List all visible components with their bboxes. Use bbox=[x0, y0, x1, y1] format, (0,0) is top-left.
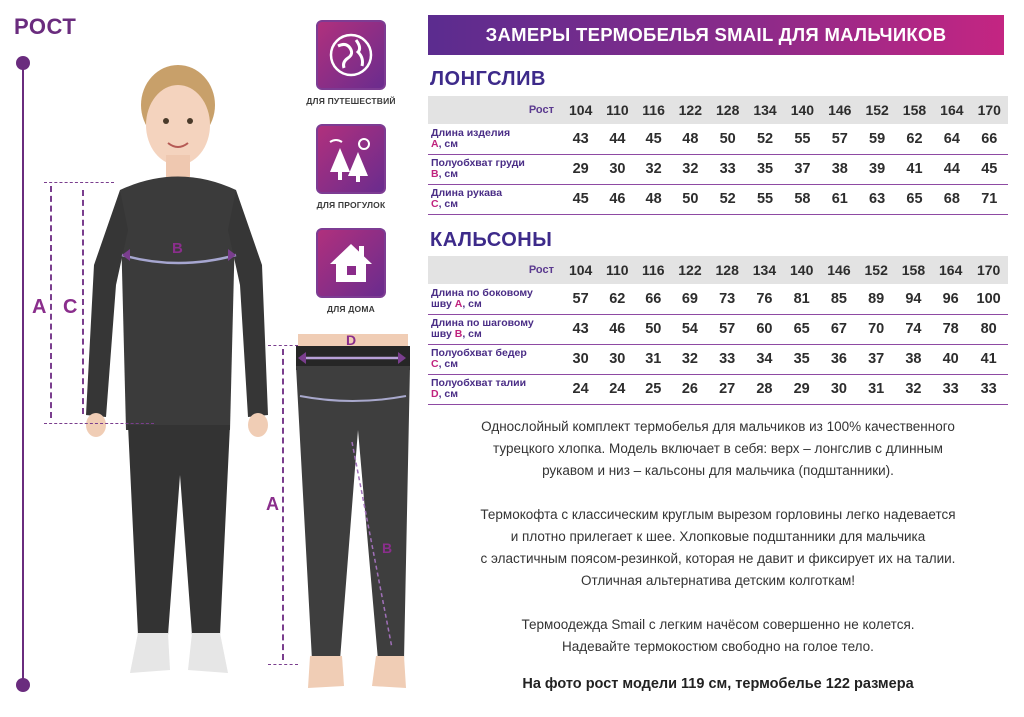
title-banner bbox=[428, 15, 1004, 55]
rost-label: РОСТ bbox=[14, 14, 77, 39]
description-line: Термокофта с классическим круглым вырезом горловины легко надевается bbox=[480, 507, 956, 522]
table-row bbox=[428, 374, 1008, 404]
size-header-cell: 140 bbox=[790, 102, 815, 118]
height-scale-top-dot bbox=[16, 56, 30, 70]
value-cell: 32 bbox=[671, 344, 708, 374]
value-cell: 40 bbox=[932, 344, 969, 374]
table-header-row bbox=[428, 96, 1008, 124]
size-header-cell: 134 bbox=[753, 102, 777, 118]
dim-pants-a-top-tick bbox=[268, 345, 298, 346]
value-cell: 45 bbox=[636, 124, 672, 154]
description-line: Термоодежда Smail с легким начёсом совершенно не колется. bbox=[521, 617, 915, 632]
size-header-cell: 170 bbox=[976, 262, 1001, 278]
value-cell: 57 bbox=[821, 124, 858, 154]
row-label-text: Полуобхват груди bbox=[431, 157, 525, 169]
value-cell: 94 bbox=[895, 284, 932, 314]
size-header-cell: 140 bbox=[790, 262, 814, 278]
size-header-cell: 164 bbox=[940, 102, 964, 118]
size-header-cell: 122 bbox=[678, 102, 702, 118]
row-label-unit: , см bbox=[462, 297, 482, 310]
value-cell: 44 bbox=[933, 154, 970, 184]
description-line: и плотно прилегает к шее. Хлопковые подштанники для мальчика bbox=[510, 529, 926, 544]
icon-card-travel bbox=[307, 20, 395, 106]
table-row bbox=[428, 344, 1008, 374]
row-label bbox=[428, 154, 562, 184]
dim-pants-b-label: B bbox=[382, 540, 393, 556]
kalsony-title: КАЛЬСОНЫ bbox=[430, 229, 553, 251]
row-label-text-2: шву bbox=[431, 328, 452, 340]
value-cell: 46 bbox=[599, 314, 635, 344]
value-cell: 100 bbox=[969, 284, 1008, 314]
size-header-cell: 116 bbox=[642, 262, 665, 278]
value-cell: 24 bbox=[599, 374, 635, 404]
value-cell: 30 bbox=[562, 344, 599, 374]
house-icon bbox=[316, 228, 386, 298]
value-cell: 41 bbox=[969, 344, 1008, 374]
value-cell: 33 bbox=[709, 344, 746, 374]
value-cell: 64 bbox=[933, 124, 970, 154]
dim-pants-a-label: A bbox=[266, 494, 279, 514]
value-cell: 52 bbox=[709, 184, 746, 214]
size-header-cell: 110 bbox=[605, 262, 629, 278]
value-cell: 76 bbox=[746, 284, 783, 314]
size-header-cell: 110 bbox=[606, 102, 629, 118]
row-label-unit: , см bbox=[462, 328, 482, 340]
value-cell: 69 bbox=[671, 284, 708, 314]
value-cell: 35 bbox=[746, 154, 783, 184]
height-scale-bottom-dot bbox=[16, 678, 30, 692]
longsleeve-title: ЛОНГСЛИВ bbox=[430, 68, 546, 90]
value-cell: 45 bbox=[562, 184, 599, 214]
row-label-text: Полуобхват талии bbox=[431, 377, 527, 389]
photo-note: На фото рост модели 119 см, термобелье 122 размера bbox=[522, 676, 914, 692]
size-header-cell: 104 bbox=[569, 102, 593, 118]
value-cell: 48 bbox=[672, 124, 709, 154]
kalsony-size-table bbox=[428, 256, 1008, 405]
value-cell: 59 bbox=[858, 124, 895, 154]
row-label-text: Длина изделия bbox=[431, 126, 511, 139]
value-cell: 54 bbox=[671, 314, 708, 344]
row-label-letter: B bbox=[431, 168, 439, 180]
dim-c-label: C bbox=[63, 294, 77, 321]
value-cell: 44 bbox=[599, 124, 635, 154]
value-cell: 33 bbox=[932, 374, 969, 404]
value-cell: 60 bbox=[746, 314, 783, 344]
row-label-letter: C bbox=[431, 198, 439, 210]
row-label-letter: D bbox=[431, 388, 439, 400]
value-cell: 29 bbox=[783, 374, 820, 404]
value-cell: 36 bbox=[820, 344, 857, 374]
row-label bbox=[428, 184, 562, 214]
dim-pants-d-label: D bbox=[346, 332, 357, 348]
value-cell: 68 bbox=[933, 184, 970, 214]
dim-a-line bbox=[50, 186, 52, 418]
size-header-cell: 164 bbox=[939, 262, 963, 278]
size-header-cell: 116 bbox=[642, 102, 665, 118]
size-header-cell: 158 bbox=[901, 262, 926, 278]
header-label: Рост bbox=[528, 104, 554, 116]
description-line: рукавом и низ – кальсоны для мальчика (подштанники). bbox=[542, 463, 894, 478]
child-back-photo bbox=[286, 330, 426, 692]
row-label bbox=[428, 284, 562, 314]
value-cell: 30 bbox=[820, 374, 857, 404]
value-cell: 30 bbox=[599, 344, 635, 374]
value-cell: 50 bbox=[709, 124, 746, 154]
table-row bbox=[428, 184, 1008, 214]
row-label-letter: B bbox=[454, 328, 463, 340]
value-cell: 33 bbox=[709, 154, 746, 184]
value-cell: 27 bbox=[709, 374, 746, 404]
dim-pants-a-line bbox=[282, 349, 284, 660]
value-cell: 35 bbox=[783, 344, 820, 374]
icon-caption: ДЛЯ ПУТЕШЕСТВИЙ bbox=[306, 96, 396, 106]
row-label-unit: , см bbox=[438, 198, 459, 210]
value-cell: 85 bbox=[820, 284, 857, 314]
row-label bbox=[428, 124, 562, 154]
value-cell: 24 bbox=[562, 374, 599, 404]
value-cell: 28 bbox=[746, 374, 783, 404]
row-label bbox=[428, 344, 562, 374]
value-cell: 61 bbox=[821, 184, 858, 214]
globe-icon bbox=[316, 20, 386, 90]
value-cell: 62 bbox=[599, 284, 635, 314]
value-cell: 57 bbox=[562, 284, 599, 314]
value-cell: 96 bbox=[932, 284, 969, 314]
value-cell: 31 bbox=[858, 374, 895, 404]
value-cell: 29 bbox=[562, 154, 599, 184]
row-label-unit: , см bbox=[438, 388, 459, 400]
value-cell: 50 bbox=[635, 314, 671, 344]
value-cell: 57 bbox=[709, 314, 746, 344]
table-row bbox=[428, 154, 1008, 184]
value-cell: 55 bbox=[784, 124, 821, 154]
row-label bbox=[428, 314, 562, 344]
table-header-row bbox=[428, 256, 1008, 284]
longsleeve-size-table bbox=[428, 96, 1008, 215]
value-cell: 55 bbox=[746, 184, 783, 214]
value-cell: 89 bbox=[858, 284, 895, 314]
size-header-cell: 122 bbox=[678, 262, 702, 278]
row-label-text-2: шву bbox=[431, 297, 452, 310]
size-header-cell: 104 bbox=[568, 262, 593, 278]
row-label-unit: , см bbox=[438, 168, 459, 180]
table-row bbox=[428, 314, 1008, 344]
dim-a-top-tick bbox=[44, 182, 114, 183]
value-cell: 65 bbox=[896, 184, 933, 214]
value-cell: 48 bbox=[636, 184, 672, 214]
value-cell: 73 bbox=[709, 284, 746, 314]
child-front-photo bbox=[80, 55, 280, 690]
dim-a-label: A bbox=[32, 294, 46, 321]
value-cell: 33 bbox=[969, 374, 1008, 404]
row-label-text: Длина по боковому bbox=[431, 286, 533, 299]
dim-c-line bbox=[82, 190, 84, 414]
size-header-cell: 152 bbox=[864, 262, 888, 278]
value-cell: 32 bbox=[895, 374, 932, 404]
value-cell: 52 bbox=[746, 124, 783, 154]
value-cell: 39 bbox=[858, 154, 895, 184]
value-cell: 66 bbox=[971, 124, 1008, 154]
value-cell: 80 bbox=[969, 314, 1008, 344]
description-line: турецкого хлопка. Модель включает в себя: верх – лонгслив с длинным bbox=[493, 441, 943, 456]
value-cell: 46 bbox=[599, 184, 635, 214]
icon-card-walks bbox=[307, 124, 395, 210]
value-cell: 74 bbox=[895, 314, 932, 344]
row-label-unit: , см bbox=[438, 358, 459, 370]
value-cell: 32 bbox=[672, 154, 709, 184]
value-cell: 38 bbox=[821, 154, 858, 184]
value-cell: 58 bbox=[784, 184, 821, 214]
value-cell: 50 bbox=[672, 184, 709, 214]
paragraph-gap bbox=[432, 482, 1004, 504]
table-row bbox=[428, 124, 1008, 154]
value-cell: 70 bbox=[858, 314, 895, 344]
paragraph-gap bbox=[432, 592, 1004, 614]
value-cell: 37 bbox=[858, 344, 895, 374]
description-line: Однослойный комплект термобелья для мальчиков из 100% качественного bbox=[481, 419, 955, 434]
value-cell: 43 bbox=[562, 314, 599, 344]
value-cell: 63 bbox=[858, 184, 895, 214]
value-cell: 32 bbox=[636, 154, 672, 184]
value-cell: 25 bbox=[635, 374, 671, 404]
value-cell: 34 bbox=[746, 344, 783, 374]
row-label-text: Полуобхват бедер bbox=[431, 347, 527, 359]
value-cell: 81 bbox=[783, 284, 820, 314]
size-header-cell: 158 bbox=[902, 102, 927, 118]
icon-caption: ДЛЯ ПРОГУЛОК bbox=[316, 200, 386, 210]
value-cell: 26 bbox=[671, 374, 708, 404]
product-description bbox=[432, 416, 1004, 658]
row-label bbox=[428, 374, 562, 404]
banner-title: ЗАМЕРЫ ТЕРМОБЕЛЬЯ SMAIL ДЛЯ МАЛЬЧИКОВ bbox=[485, 24, 947, 45]
value-cell: 45 bbox=[971, 154, 1008, 184]
value-cell: 37 bbox=[784, 154, 821, 184]
value-cell: 78 bbox=[932, 314, 969, 344]
forest-icon bbox=[316, 124, 386, 194]
value-cell: 65 bbox=[783, 314, 820, 344]
header-label: Рост bbox=[528, 264, 554, 276]
row-label-letter: A bbox=[454, 297, 463, 310]
row-label-letter: C bbox=[431, 358, 439, 370]
size-header-cell: 128 bbox=[715, 262, 739, 278]
row-label-unit: , см bbox=[438, 137, 459, 150]
size-header-cell: 134 bbox=[752, 262, 777, 278]
value-cell: 38 bbox=[895, 344, 932, 374]
size-header-cell: 152 bbox=[865, 102, 889, 118]
row-label-letter: A bbox=[431, 137, 439, 150]
value-cell: 30 bbox=[599, 154, 635, 184]
table-row bbox=[428, 284, 1008, 314]
value-cell: 66 bbox=[635, 284, 671, 314]
value-cell: 71 bbox=[971, 184, 1008, 214]
dim-pants-a-bottom-tick bbox=[268, 664, 298, 665]
value-cell: 67 bbox=[820, 314, 857, 344]
dim-a-bottom-tick bbox=[44, 423, 154, 424]
size-header-cell: 170 bbox=[977, 102, 1001, 118]
value-cell: 43 bbox=[562, 124, 599, 154]
description-line: с эластичным поясом-резинкой, которая не давит и фиксирует их на талии. bbox=[480, 551, 956, 566]
size-header-cell: 146 bbox=[827, 262, 851, 278]
value-cell: 41 bbox=[896, 154, 933, 184]
description-line: Надевайте термокостюм свободно на голое тело. bbox=[562, 639, 874, 654]
height-scale-line bbox=[22, 60, 24, 682]
description-line: Отличная альтернатива детским колготкам! bbox=[580, 573, 856, 588]
size-header-cell: 128 bbox=[716, 102, 740, 118]
value-cell: 31 bbox=[635, 344, 671, 374]
icon-card-home bbox=[307, 228, 395, 314]
icon-caption: ДЛЯ ДОМА bbox=[327, 304, 375, 314]
size-header-cell: 146 bbox=[828, 102, 852, 118]
value-cell: 62 bbox=[896, 124, 933, 154]
row-label-text: Длина по шаговому bbox=[431, 317, 534, 329]
row-label-text: Длина рукава bbox=[431, 187, 503, 199]
dim-b-label: B bbox=[172, 240, 183, 257]
